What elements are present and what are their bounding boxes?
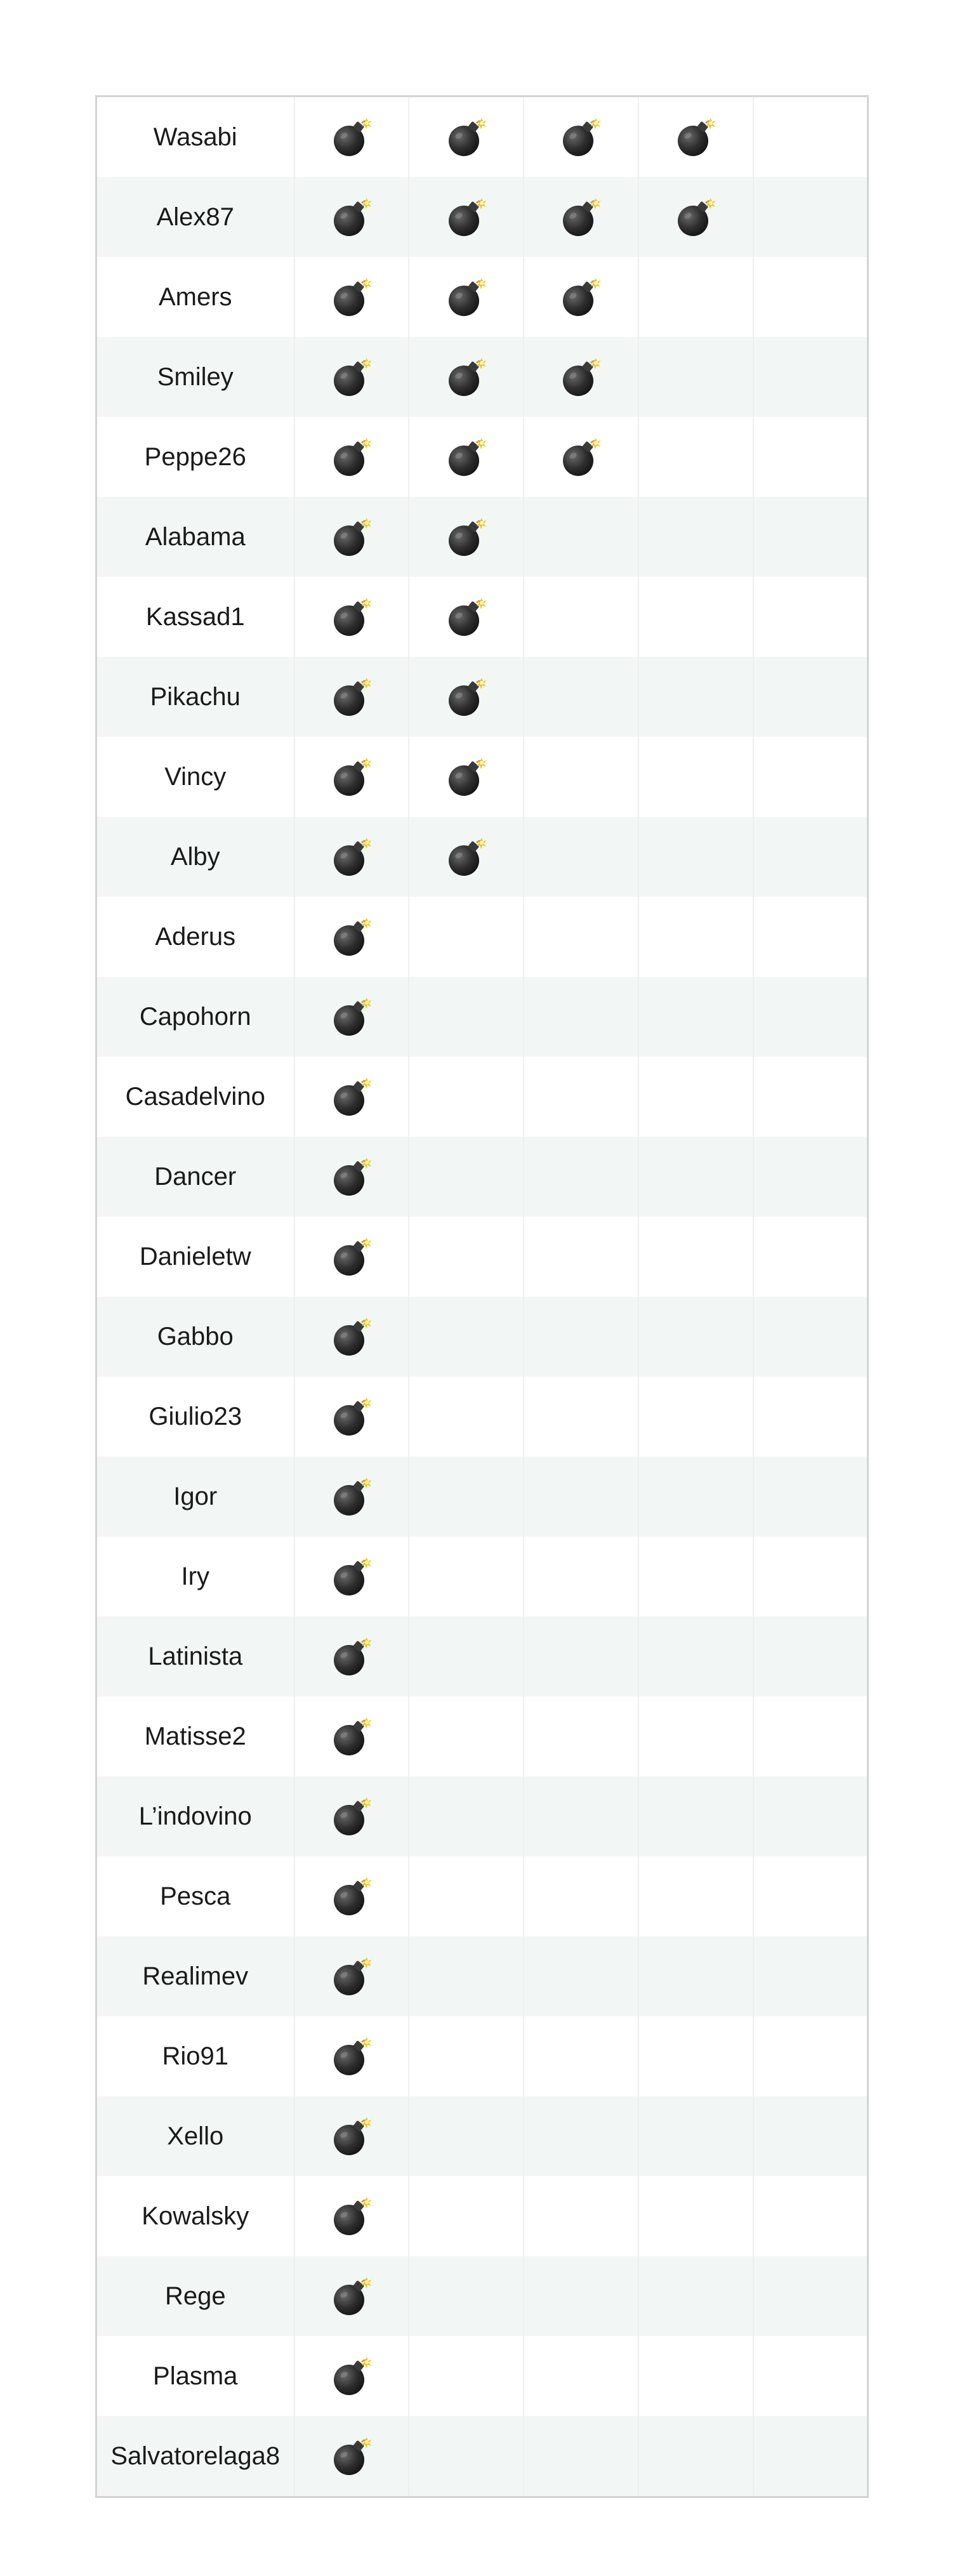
- bomb-icon: [330, 1635, 373, 1678]
- table-row: [96, 1856, 868, 1936]
- bomb-cell: [753, 1696, 868, 1776]
- bomb-cell: [638, 2016, 753, 2096]
- player-name: Aderus: [96, 897, 294, 977]
- bomb-cell: [524, 1297, 638, 1377]
- bomb-cell: [753, 897, 868, 977]
- table-row: [96, 897, 868, 977]
- bomb-cell: [753, 1616, 868, 1696]
- bomb-cell: [638, 737, 753, 817]
- bomb-icon: [330, 195, 373, 239]
- player-name: Kassad1: [96, 577, 294, 657]
- bomb-cell: [753, 737, 868, 817]
- bomb-cell: [294, 177, 409, 257]
- bomb-cell: [294, 2416, 409, 2497]
- table-row: [96, 2176, 868, 2256]
- bomb-cell: [294, 897, 409, 977]
- player-name: Dancer: [96, 1137, 294, 1217]
- bomb-cell: [524, 977, 638, 1057]
- bomb-cell: [638, 1616, 753, 1696]
- bomb-icon: [674, 116, 717, 159]
- bomb-cell: [753, 1856, 868, 1936]
- bomb-cell: [638, 417, 753, 497]
- bomb-cell: [638, 1297, 753, 1377]
- player-name: Danieletw: [96, 1217, 294, 1297]
- bomb-cell: [294, 337, 409, 417]
- bomb-cell: [638, 1936, 753, 2016]
- bomb-cell: [409, 1217, 524, 1297]
- bomb-cell: [753, 177, 868, 257]
- bomb-cell: [524, 1536, 638, 1616]
- player-name: Salvatorelaga8: [96, 2416, 294, 2497]
- bomb-cell: [638, 1776, 753, 1856]
- table-row: [96, 737, 868, 817]
- bomb-cell: [524, 897, 638, 977]
- bomb-cell: [294, 977, 409, 1057]
- bomb-cell: [409, 977, 524, 1057]
- bomb-cell: [753, 2016, 868, 2096]
- bomb-cell: [409, 2176, 524, 2256]
- table-row: [96, 96, 868, 178]
- bomb-icon: [330, 755, 373, 798]
- table-row: [96, 1536, 868, 1616]
- bomb-cell: [753, 2336, 868, 2416]
- player-name: L’indovino: [96, 1776, 294, 1856]
- bomb-icon: [330, 355, 373, 399]
- bomb-cell: [524, 2096, 638, 2176]
- bomb-cell: [753, 337, 868, 417]
- player-name: Peppe26: [96, 417, 294, 497]
- bomb-cell: [409, 1137, 524, 1217]
- player-name: Latinista: [96, 1616, 294, 1696]
- bomb-icon: [330, 2035, 373, 2078]
- table-row: [96, 2336, 868, 2416]
- player-name: Casadelvino: [96, 1057, 294, 1137]
- table-row: [96, 977, 868, 1057]
- bomb-cell: [524, 2336, 638, 2416]
- table-row: [96, 1696, 868, 1776]
- table-row: [96, 1137, 868, 1217]
- bomb-cell: [638, 1137, 753, 1217]
- bomb-cell: [638, 1057, 753, 1137]
- table-row: [96, 1297, 868, 1377]
- bomb-cell: [638, 817, 753, 897]
- bomb-cell: [524, 497, 638, 577]
- bomb-cell: [638, 96, 753, 178]
- bomb-cell: [753, 2416, 868, 2497]
- bomb-cell: [409, 2096, 524, 2176]
- bomb-cell: [409, 1456, 524, 1536]
- table-row: [96, 2416, 868, 2497]
- bomb-cell: [294, 1856, 409, 1936]
- bomb-cell: [409, 2256, 524, 2336]
- bomb-cell: [638, 177, 753, 257]
- player-name: Smiley: [96, 337, 294, 417]
- bomb-cell: [638, 1536, 753, 1616]
- bomb-cell: [638, 1217, 753, 1297]
- bomb-icon: [330, 1395, 373, 1438]
- bomb-cell: [753, 1137, 868, 1217]
- bomb-cell: [294, 577, 409, 657]
- bomb-cell: [753, 96, 868, 178]
- player-name: Alabama: [96, 497, 294, 577]
- bomb-cell: [409, 1536, 524, 1616]
- bomb-icon: [330, 2275, 373, 2318]
- bomb-cell: [638, 897, 753, 977]
- bomb-cell: [524, 2416, 638, 2497]
- bomb-cell: [409, 2016, 524, 2096]
- bomb-cell: [524, 657, 638, 737]
- table-row: [96, 1057, 868, 1137]
- bomb-icon: [445, 435, 488, 479]
- player-name: Amers: [96, 257, 294, 337]
- bomb-icon: [330, 515, 373, 558]
- bomb-icon: [674, 195, 717, 239]
- bomb-cell: [409, 96, 524, 178]
- bomb-cell: [294, 96, 409, 178]
- bomb-cell: [524, 257, 638, 337]
- bomb-cell: [294, 1377, 409, 1456]
- player-name: Alby: [96, 817, 294, 897]
- bomb-cell: [524, 1856, 638, 1936]
- player-name: Igor: [96, 1456, 294, 1536]
- bomb-cell: [638, 257, 753, 337]
- bomb-cell: [638, 1377, 753, 1456]
- bomb-cell: [753, 577, 868, 657]
- bomb-cell: [409, 1616, 524, 1696]
- bomb-cell: [638, 657, 753, 737]
- bomb-cell: [409, 417, 524, 497]
- bomb-cell: [409, 577, 524, 657]
- bomb-icon: [330, 2355, 373, 2398]
- bomb-cell: [753, 1456, 868, 1536]
- bomb-cell: [753, 1377, 868, 1456]
- bomb-cell: [409, 817, 524, 897]
- player-name: Capohorn: [96, 977, 294, 1057]
- bomb-cell: [409, 1936, 524, 2016]
- player-name: Wasabi: [96, 96, 294, 178]
- table-row: [96, 177, 868, 257]
- bomb-icon: [445, 515, 488, 558]
- bomb-cell: [294, 2096, 409, 2176]
- table-row: [96, 1217, 868, 1297]
- bomb-cell: [409, 1297, 524, 1377]
- player-name: Vincy: [96, 737, 294, 817]
- bomb-cell: [294, 2176, 409, 2256]
- bomb-cell: [294, 417, 409, 497]
- bomb-cell: [524, 2176, 638, 2256]
- bomb-cell: [409, 2336, 524, 2416]
- bomb-cell: [409, 177, 524, 257]
- bomb-icon: [445, 116, 488, 159]
- bomb-cell: [638, 577, 753, 657]
- leaderboard-body: [96, 96, 868, 2497]
- bomb-cell: [294, 2336, 409, 2416]
- bomb-cell: [294, 657, 409, 737]
- bomb-cell: [524, 1456, 638, 1536]
- bomb-cell: [294, 737, 409, 817]
- player-name: Iry: [96, 1536, 294, 1616]
- bomb-cell: [294, 817, 409, 897]
- player-name: Rege: [96, 2256, 294, 2336]
- bomb-cell: [524, 96, 638, 178]
- player-name: Kowalsky: [96, 2176, 294, 2256]
- bomb-cell: [524, 177, 638, 257]
- bomb-cell: [409, 1696, 524, 1776]
- bomb-cell: [524, 2016, 638, 2096]
- bomb-cell: [294, 257, 409, 337]
- bomb-cell: [753, 977, 868, 1057]
- bomb-icon: [330, 675, 373, 718]
- bomb-cell: [638, 497, 753, 577]
- table-row: [96, 2016, 868, 2096]
- bomb-cell: [409, 337, 524, 417]
- bomb-icon: [559, 435, 602, 479]
- bomb-cell: [524, 1217, 638, 1297]
- table-row: [96, 257, 868, 337]
- player-name: Rio91: [96, 2016, 294, 2096]
- bomb-cell: [409, 497, 524, 577]
- bomb-cell: [638, 2176, 753, 2256]
- bomb-cell: [524, 337, 638, 417]
- bomb-cell: [409, 1776, 524, 1856]
- bomb-cell: [294, 1456, 409, 1536]
- table-row: [96, 577, 868, 657]
- bomb-icon: [445, 275, 488, 319]
- table-row: [96, 2256, 868, 2336]
- bomb-cell: [524, 1377, 638, 1456]
- bomb-cell: [753, 2176, 868, 2256]
- bomb-icon: [330, 1555, 373, 1598]
- bomb-cell: [638, 2096, 753, 2176]
- bomb-cell: [638, 2416, 753, 2497]
- table-row: [96, 2096, 868, 2176]
- bomb-icon: [330, 2195, 373, 2238]
- bomb-icon: [330, 435, 373, 479]
- bomb-cell: [524, 1776, 638, 1856]
- bomb-cell: [294, 2256, 409, 2336]
- player-name: Matisse2: [96, 1696, 294, 1776]
- bomb-icon: [445, 355, 488, 399]
- player-name: Pikachu: [96, 657, 294, 737]
- bomb-cell: [524, 577, 638, 657]
- bomb-icon: [330, 275, 373, 319]
- bomb-cell: [294, 1696, 409, 1776]
- bomb-icon: [330, 1875, 373, 1918]
- bomb-cell: [753, 497, 868, 577]
- bomb-cell: [753, 257, 868, 337]
- bomb-cell: [409, 257, 524, 337]
- table-row: [96, 1456, 868, 1536]
- bomb-icon: [330, 595, 373, 638]
- player-name: Gabbo: [96, 1297, 294, 1377]
- bomb-icon: [559, 355, 602, 399]
- bomb-cell: [524, 1057, 638, 1137]
- bomb-cell: [409, 1856, 524, 1936]
- bomb-cell: [638, 337, 753, 417]
- bomb-icon: [445, 675, 488, 718]
- bomb-cell: [753, 1057, 868, 1137]
- bomb-icon: [445, 835, 488, 878]
- bomb-cell: [294, 1776, 409, 1856]
- bomb-icon: [330, 1075, 373, 1118]
- bomb-cell: [524, 2256, 638, 2336]
- bomb-cell: [524, 1616, 638, 1696]
- table-row: [96, 817, 868, 897]
- bomb-cell: [753, 2256, 868, 2336]
- bomb-cell: [409, 737, 524, 817]
- bomb-cell: [294, 2016, 409, 2096]
- bomb-cell: [753, 2096, 868, 2176]
- bomb-cell: [524, 1696, 638, 1776]
- bomb-cell: [294, 1297, 409, 1377]
- bomb-icon: [330, 835, 373, 878]
- player-name: Alex87: [96, 177, 294, 257]
- bomb-icon: [445, 595, 488, 638]
- bomb-cell: [409, 897, 524, 977]
- bomb-icon: [330, 1155, 373, 1198]
- bomb-cell: [638, 2256, 753, 2336]
- player-name: Pesca: [96, 1856, 294, 1936]
- bomb-cell: [753, 1776, 868, 1856]
- bomb-cell: [638, 1696, 753, 1776]
- table-row: [96, 1616, 868, 1696]
- bomb-cell: [753, 1536, 868, 1616]
- player-name: Xello: [96, 2096, 294, 2176]
- bomb-cell: [753, 1936, 868, 2016]
- bomb-cell: [638, 2336, 753, 2416]
- table-row: [96, 497, 868, 577]
- bomb-icon: [330, 995, 373, 1038]
- bomb-icon: [445, 195, 488, 239]
- bomb-icon: [559, 116, 602, 159]
- bomb-cell: [409, 1057, 524, 1137]
- bomb-icon: [330, 2434, 373, 2478]
- bomb-cell: [753, 1217, 868, 1297]
- bomb-cell: [524, 1936, 638, 2016]
- bomb-icon: [330, 1475, 373, 1518]
- bomb-cell: [294, 1217, 409, 1297]
- table-row: [96, 1377, 868, 1456]
- bomb-cell: [294, 1936, 409, 2016]
- bomb-cell: [409, 1377, 524, 1456]
- bomb-cell: [294, 1057, 409, 1137]
- bomb-icon: [330, 2115, 373, 2158]
- bomb-icon: [330, 1795, 373, 1838]
- table-row: [96, 337, 868, 417]
- bomb-cell: [409, 2416, 524, 2497]
- table-row: [96, 657, 868, 737]
- bomb-icon: [330, 1715, 373, 1758]
- bomb-cell: [753, 657, 868, 737]
- player-name: Realimev: [96, 1936, 294, 2016]
- table-row: [96, 1776, 868, 1856]
- bomb-cell: [524, 417, 638, 497]
- bomb-cell: [294, 1536, 409, 1616]
- bomb-icon: [559, 275, 602, 319]
- bomb-cell: [638, 977, 753, 1057]
- bomb-cell: [524, 737, 638, 817]
- bomb-cell: [753, 1297, 868, 1377]
- bomb-cell: [524, 817, 638, 897]
- bomb-icon: [330, 1235, 373, 1278]
- bomb-cell: [638, 1856, 753, 1936]
- player-name: Plasma: [96, 2336, 294, 2416]
- bomb-cell: [409, 657, 524, 737]
- bomb-icon: [330, 116, 373, 159]
- bomb-cell: [638, 1456, 753, 1536]
- bomb-cell: [294, 1137, 409, 1217]
- leaderboard-table: [95, 95, 869, 2498]
- table-row: [96, 417, 868, 497]
- bomb-cell: [753, 817, 868, 897]
- bomb-cell: [294, 1616, 409, 1696]
- bomb-cell: [294, 497, 409, 577]
- bomb-icon: [330, 1315, 373, 1358]
- player-name: Giulio23: [96, 1377, 294, 1456]
- bomb-icon: [330, 1955, 373, 1998]
- table-row: [96, 1936, 868, 2016]
- bomb-cell: [753, 417, 868, 497]
- bomb-icon: [445, 755, 488, 798]
- bomb-icon: [330, 915, 373, 958]
- bomb-icon: [559, 195, 602, 239]
- bomb-cell: [524, 1137, 638, 1217]
